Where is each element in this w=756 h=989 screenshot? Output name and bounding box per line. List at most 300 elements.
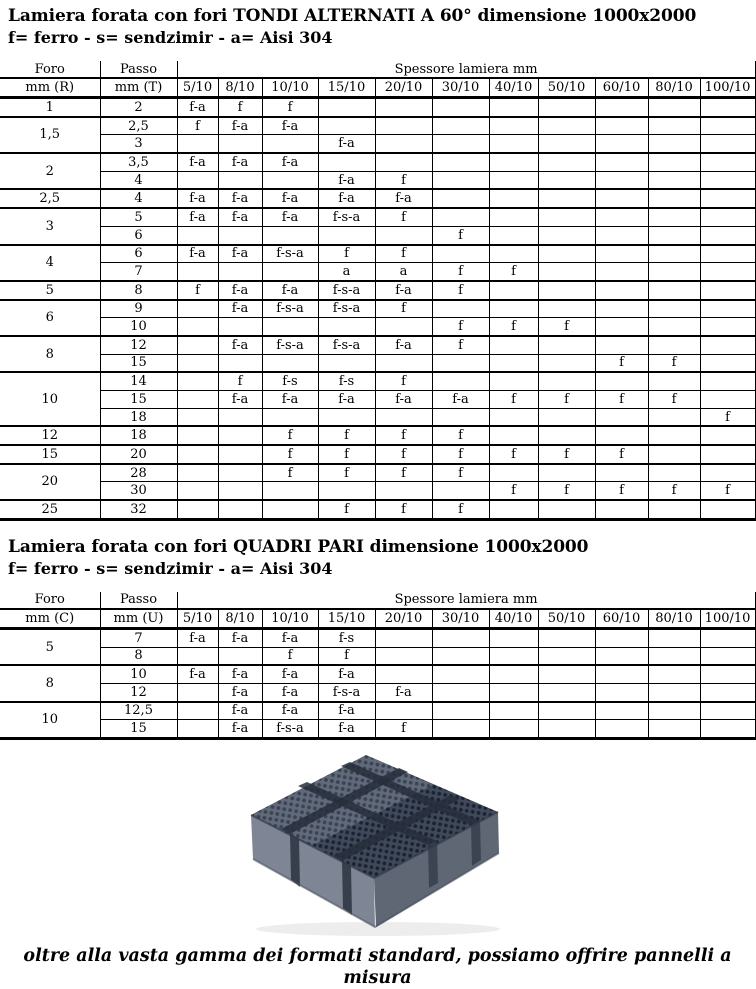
value-cell: f-a (318, 720, 375, 739)
value-cell: f (489, 263, 538, 281)
value-cell (700, 281, 755, 300)
foro-cell: 1 (0, 98, 100, 117)
data-row (0, 354, 755, 372)
value-cell: f (489, 391, 538, 409)
passo-cell: 6 (100, 226, 177, 244)
data-row (0, 445, 755, 464)
value-cell (538, 208, 595, 226)
value-cell: f (489, 445, 538, 464)
value-cell (648, 318, 700, 336)
value-cell (318, 482, 375, 500)
value-cell: f (177, 281, 218, 300)
value-cell: f (375, 171, 432, 189)
value-cell: f-s-a (318, 336, 375, 354)
value-cell (375, 665, 432, 683)
thickness-header-cell: 5/10 (177, 609, 218, 629)
header-row (0, 61, 755, 78)
value-cell (648, 226, 700, 244)
value-cell (595, 208, 648, 226)
data-row (0, 628, 755, 647)
value-cell: f-a (318, 391, 375, 409)
foro-cell: 15 (0, 445, 100, 464)
value-cell (432, 647, 489, 665)
value-cell: f-a (218, 189, 262, 208)
value-cell (177, 354, 218, 372)
value-cell (700, 354, 755, 372)
value-cell (375, 647, 432, 665)
value-cell (318, 318, 375, 336)
value-cell: f (375, 720, 432, 739)
value-cell: f-s-a (262, 720, 318, 739)
value-cell (538, 408, 595, 426)
value-cell (262, 171, 318, 189)
value-cell: f (432, 426, 489, 445)
value-cell (595, 300, 648, 318)
value-cell (432, 683, 489, 701)
spessore-span-header: Spessore lamiera mm (177, 61, 755, 78)
value-cell (595, 683, 648, 701)
value-cell (218, 647, 262, 665)
value-cell (538, 665, 595, 683)
value-cell: f-a (262, 153, 318, 171)
value-cell: f (375, 208, 432, 226)
value-cell: f-s-a (318, 683, 375, 701)
passo-cell: 18 (100, 408, 177, 426)
value-cell (177, 263, 218, 281)
value-cell (700, 336, 755, 354)
value-cell (538, 171, 595, 189)
thickness-header-cell: 10/10 (262, 78, 318, 98)
value-cell (489, 500, 538, 519)
value-cell (700, 117, 755, 135)
value-cell (538, 117, 595, 135)
value-cell (489, 300, 538, 318)
value-cell: f (595, 445, 648, 464)
value-cell (262, 482, 318, 500)
data-row (0, 426, 755, 445)
value-cell: f-a (262, 628, 318, 647)
value-cell (595, 336, 648, 354)
data-row (0, 245, 755, 263)
passo-cell: 3,5 (100, 153, 177, 171)
value-cell (218, 171, 262, 189)
quadri-title-block (0, 521, 755, 579)
data-row (0, 665, 755, 683)
value-cell (648, 281, 700, 300)
value-cell (700, 391, 755, 409)
value-cell (218, 263, 262, 281)
foro-unit-header: mm (C) (0, 609, 100, 629)
value-cell (700, 226, 755, 244)
value-cell (648, 500, 700, 519)
value-cell (218, 500, 262, 519)
value-cell: f (538, 318, 595, 336)
value-cell (648, 665, 700, 683)
value-cell (648, 647, 700, 665)
value-cell: f (432, 500, 489, 519)
value-cell: f (648, 354, 700, 372)
table-tondi-container (0, 61, 755, 521)
passo-cell: 28 (100, 464, 177, 482)
value-cell (700, 135, 755, 153)
value-cell (648, 336, 700, 354)
value-cell (375, 117, 432, 135)
value-cell (595, 500, 648, 519)
value-cell (648, 189, 700, 208)
value-cell: f-a (218, 720, 262, 739)
passo-cell: 14 (100, 372, 177, 390)
table-quadri-container (0, 592, 755, 740)
value-cell: f (318, 245, 375, 263)
value-cell: f-a (375, 189, 432, 208)
value-cell: f (318, 647, 375, 665)
value-cell: f-a (177, 208, 218, 226)
value-cell (432, 300, 489, 318)
value-cell: a (318, 263, 375, 281)
data-row (0, 500, 755, 519)
foro-cell: 6 (0, 300, 100, 336)
value-cell: f-a (262, 117, 318, 135)
value-cell: f (538, 482, 595, 500)
value-cell: f-a (218, 117, 262, 135)
value-cell: f-a (262, 208, 318, 226)
value-cell: f-a (177, 189, 218, 208)
value-cell: f-a (177, 628, 218, 647)
panels-stack-illustration (237, 749, 519, 937)
data-row (0, 372, 755, 390)
value-cell (432, 720, 489, 739)
value-cell: f (375, 372, 432, 390)
value-cell (375, 408, 432, 426)
value-cell (432, 153, 489, 171)
value-cell (177, 500, 218, 519)
value-cell: f (318, 445, 375, 464)
value-cell (648, 372, 700, 390)
value-cell (375, 482, 432, 500)
thickness-header-cell: 60/10 (595, 78, 648, 98)
value-cell: f-s-a (262, 336, 318, 354)
passo-cell: 12 (100, 683, 177, 701)
value-cell (595, 117, 648, 135)
value-cell (177, 647, 218, 665)
data-row (0, 281, 755, 300)
value-cell: f-a (318, 135, 375, 153)
value-cell (262, 135, 318, 153)
value-cell (595, 372, 648, 390)
value-cell (538, 245, 595, 263)
value-cell (489, 665, 538, 683)
value-cell (177, 336, 218, 354)
thickness-header-cell: 5/10 (177, 78, 218, 98)
value-cell (218, 426, 262, 445)
passo-cell: 7 (100, 263, 177, 281)
value-cell: f (595, 482, 648, 500)
value-cell (595, 408, 648, 426)
value-cell (538, 720, 595, 739)
data-row (0, 300, 755, 318)
value-cell (489, 336, 538, 354)
value-cell: f (432, 281, 489, 300)
value-cell (489, 354, 538, 372)
value-cell (375, 318, 432, 336)
value-cell (538, 98, 595, 117)
value-cell (595, 135, 648, 153)
data-row (0, 189, 755, 208)
value-cell: f (538, 445, 595, 464)
value-cell: f (648, 391, 700, 409)
value-cell (432, 208, 489, 226)
value-cell (700, 426, 755, 445)
value-cell: f (432, 464, 489, 482)
value-cell: f (262, 426, 318, 445)
value-cell: f-s (262, 372, 318, 390)
value-cell (432, 189, 489, 208)
value-cell: f (432, 336, 489, 354)
spec-table (0, 592, 756, 740)
value-cell (595, 720, 648, 739)
value-cell (218, 464, 262, 482)
value-cell: f (375, 426, 432, 445)
value-cell (375, 702, 432, 720)
value-cell (489, 408, 538, 426)
value-cell (489, 281, 538, 300)
value-cell (177, 408, 218, 426)
value-cell (432, 665, 489, 683)
value-cell: f-a (177, 245, 218, 263)
data-row (0, 464, 755, 482)
value-cell (595, 226, 648, 244)
foro-cell: 12 (0, 426, 100, 445)
value-cell (218, 482, 262, 500)
foro-cell: 5 (0, 628, 100, 665)
value-cell (177, 391, 218, 409)
value-cell (538, 263, 595, 281)
value-cell (595, 318, 648, 336)
value-cell: f-a (375, 683, 432, 701)
value-cell (595, 702, 648, 720)
value-cell (489, 464, 538, 482)
value-cell (489, 226, 538, 244)
passo-cell: 6 (100, 245, 177, 263)
value-cell (648, 683, 700, 701)
value-cell (538, 464, 595, 482)
value-cell (432, 117, 489, 135)
value-cell (595, 464, 648, 482)
value-cell: f-a (262, 683, 318, 701)
value-cell (262, 263, 318, 281)
value-cell (489, 647, 538, 665)
value-cell (432, 354, 489, 372)
passo-header: Passo (100, 592, 177, 609)
value-cell: f (177, 117, 218, 135)
value-cell: f (700, 482, 755, 500)
value-cell (700, 500, 755, 519)
foro-cell: 10 (0, 372, 100, 426)
value-cell (177, 318, 218, 336)
table-legend-tondi: f= ferro - s= sendzimir - a= Aisi 304 (8, 28, 333, 47)
value-cell: f-a (218, 702, 262, 720)
value-cell (177, 482, 218, 500)
passo-cell: 15 (100, 391, 177, 409)
value-cell (218, 226, 262, 244)
thickness-header-cell: 20/10 (375, 609, 432, 629)
value-cell: f (648, 482, 700, 500)
data-row (0, 482, 755, 500)
value-cell (538, 500, 595, 519)
value-cell (648, 135, 700, 153)
value-cell (489, 720, 538, 739)
value-cell: f-a (218, 153, 262, 171)
value-cell (218, 318, 262, 336)
tondi-title-block (0, 0, 755, 48)
value-cell: f-a (262, 281, 318, 300)
data-row (0, 683, 755, 701)
thickness-header-cell: 50/10 (538, 609, 595, 629)
value-cell: f (262, 464, 318, 482)
value-cell (375, 153, 432, 171)
value-cell (595, 665, 648, 683)
thickness-header-cell: 60/10 (595, 609, 648, 629)
value-cell (648, 720, 700, 739)
value-cell (318, 117, 375, 135)
passo-cell: 30 (100, 482, 177, 500)
foro-cell: 20 (0, 464, 100, 500)
value-cell (700, 318, 755, 336)
value-cell: f (262, 445, 318, 464)
value-cell: f-a (218, 665, 262, 683)
value-cell (375, 628, 432, 647)
passo-cell: 15 (100, 720, 177, 739)
value-cell (538, 135, 595, 153)
thickness-header-cell: 8/10 (218, 78, 262, 98)
value-cell (318, 98, 375, 117)
value-cell (700, 445, 755, 464)
value-cell: f-a (318, 189, 375, 208)
value-cell (700, 98, 755, 117)
value-cell (218, 354, 262, 372)
value-cell (700, 647, 755, 665)
value-cell: f-a (218, 628, 262, 647)
value-cell: f (375, 245, 432, 263)
value-cell (648, 445, 700, 464)
thickness-header-cell: 50/10 (538, 78, 595, 98)
value-cell (538, 189, 595, 208)
thickness-header-cell: 15/10 (318, 609, 375, 629)
thickness-header-cell: 40/10 (489, 78, 538, 98)
value-cell: f-a (318, 702, 375, 720)
value-cell (177, 464, 218, 482)
value-cell (700, 189, 755, 208)
value-cell: f-a (218, 391, 262, 409)
thickness-header-cell: 30/10 (432, 609, 489, 629)
value-cell: f (375, 445, 432, 464)
value-cell: f (595, 354, 648, 372)
passo-unit-header: mm (U) (100, 609, 177, 629)
thickness-header-cell: 10/10 (262, 609, 318, 629)
passo-cell: 8 (100, 647, 177, 665)
value-cell: f-a (432, 391, 489, 409)
value-cell (375, 226, 432, 244)
value-cell (648, 208, 700, 226)
value-cell (318, 153, 375, 171)
value-cell (648, 98, 700, 117)
value-cell: f (489, 318, 538, 336)
value-cell (375, 135, 432, 153)
data-row (0, 336, 755, 354)
value-cell: f-s-a (262, 300, 318, 318)
data-row (0, 263, 755, 281)
passo-cell: 10 (100, 665, 177, 683)
value-cell: f-a (318, 665, 375, 683)
value-cell: f (262, 98, 318, 117)
foro-cell: 5 (0, 281, 100, 300)
value-cell (318, 226, 375, 244)
value-cell (375, 98, 432, 117)
value-cell (648, 426, 700, 445)
value-cell: f-s-a (318, 208, 375, 226)
value-cell (648, 300, 700, 318)
value-cell (700, 720, 755, 739)
value-cell (648, 628, 700, 647)
data-row (0, 171, 755, 189)
value-cell: f (318, 500, 375, 519)
table-legend-quadri: f= ferro - s= sendzimir - a= Aisi 304 (8, 558, 333, 578)
foro-cell: 8 (0, 336, 100, 372)
value-cell (489, 683, 538, 701)
value-cell (648, 117, 700, 135)
value-cell (595, 628, 648, 647)
value-cell: f-a (218, 300, 262, 318)
subheader-row (0, 78, 755, 98)
passo-cell: 8 (100, 281, 177, 300)
value-cell (538, 281, 595, 300)
spec-table (0, 61, 756, 521)
value-cell (177, 720, 218, 739)
data-row (0, 226, 755, 244)
data-row (0, 702, 755, 720)
value-cell (595, 171, 648, 189)
value-cell (177, 300, 218, 318)
value-cell (538, 336, 595, 354)
thickness-header-cell: 80/10 (648, 78, 700, 98)
foro-cell: 25 (0, 500, 100, 519)
passo-cell: 3 (100, 135, 177, 153)
passo-cell: 32 (100, 500, 177, 519)
value-cell: f-a (218, 208, 262, 226)
value-cell (700, 171, 755, 189)
value-cell: f-s-a (318, 300, 375, 318)
value-cell (489, 208, 538, 226)
value-cell (489, 98, 538, 117)
value-cell (538, 647, 595, 665)
foro-cell: 2 (0, 153, 100, 189)
passo-cell: 2,5 (100, 117, 177, 135)
passo-cell: 2 (100, 98, 177, 117)
value-cell (489, 153, 538, 171)
value-cell (177, 426, 218, 445)
thickness-header-cell: 80/10 (648, 609, 700, 629)
value-cell: f (432, 318, 489, 336)
value-cell (538, 300, 595, 318)
value-cell (218, 408, 262, 426)
passo-cell: 5 (100, 208, 177, 226)
value-cell (177, 372, 218, 390)
value-cell (432, 408, 489, 426)
value-cell: f-s-a (318, 281, 375, 300)
value-cell (262, 500, 318, 519)
value-cell (318, 354, 375, 372)
passo-unit-header: mm (T) (100, 78, 177, 98)
